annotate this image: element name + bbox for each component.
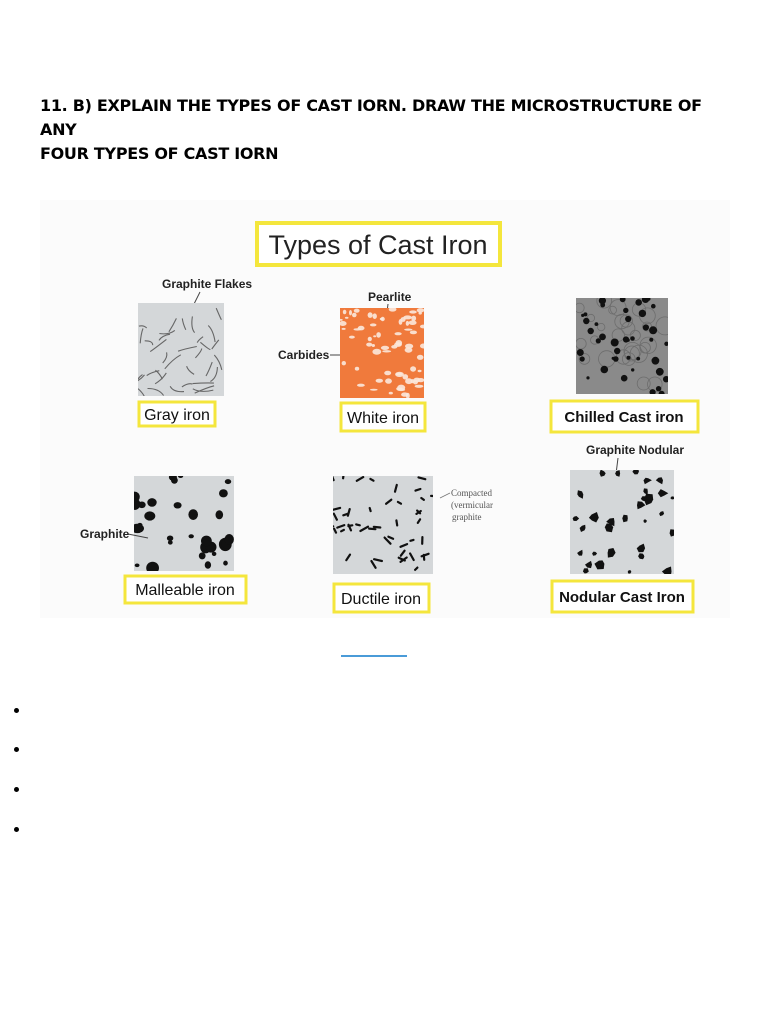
compacted-note-1: Compacted [451, 488, 492, 498]
carbides-label: Carbides [278, 348, 330, 362]
malleable-iron-caption: Malleable iron [135, 582, 235, 599]
graphite-label: Graphite [80, 527, 130, 541]
question-line-1: 11. B) EXPLAIN THE TYPES OF CAST IORN. DRAW THE MICROSTRUCTURE OF ANY [40, 96, 702, 139]
graphite-flakes-label: Graphite Flakes [162, 277, 253, 291]
gray-iron-micrograph [138, 303, 224, 396]
question-line-2: FOUR TYPES OF CAST IORN [40, 144, 279, 163]
nodular-iron-micrograph [570, 470, 674, 574]
ductile-iron-caption: Ductile iron [340, 591, 422, 608]
figure-svg [40, 200, 730, 618]
list-item [13, 707, 21, 715]
chilled-iron-caption: Chilled Cast iron [564, 409, 684, 426]
question-heading [40, 94, 730, 166]
compacted-note-3: graphite [452, 512, 482, 522]
hyperlink-underline[interactable] [341, 655, 407, 657]
white-iron-caption: White iron [346, 410, 420, 427]
list-item [13, 746, 21, 754]
cast-iron-types-figure [40, 200, 730, 618]
list-item [13, 786, 21, 794]
gray-iron-caption: Gray iron [144, 407, 210, 424]
compacted-note-2: (vermicular [451, 500, 493, 510]
graphite-nodular-label: Graphite Nodular [586, 443, 685, 457]
malleable-iron-micrograph [134, 476, 234, 571]
pearlite-label: Pearlite [368, 290, 412, 304]
figure-title: Types of Cast Iron [268, 230, 488, 260]
nodular-iron-caption: Nodular Cast Iron [559, 589, 685, 606]
list-item [13, 826, 21, 834]
